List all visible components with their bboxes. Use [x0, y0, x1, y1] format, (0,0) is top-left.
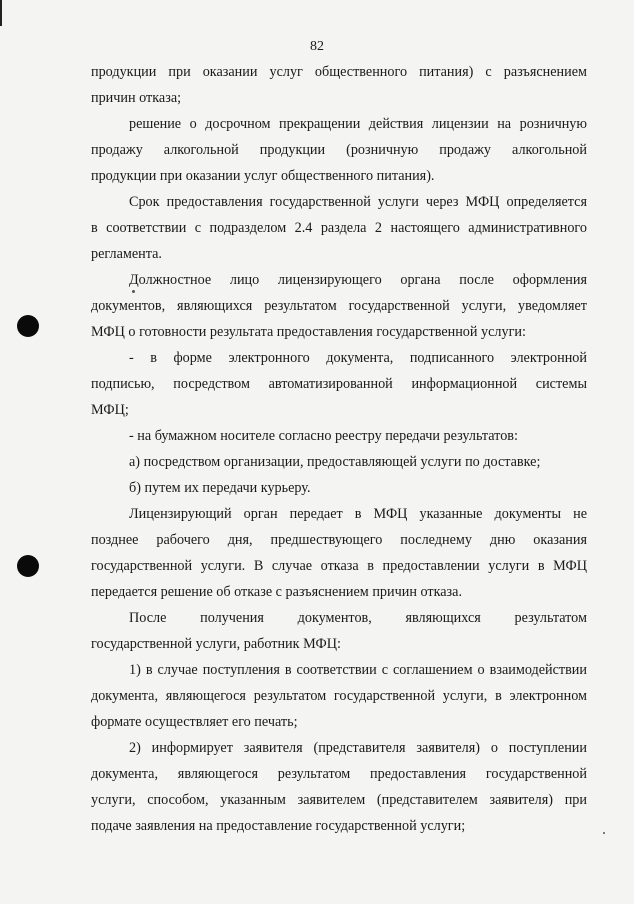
text-line: документов, являющихся результатом государственной услуги, уведомляет	[91, 298, 587, 314]
text-line: Срок предоставления государственной услуги через МФЦ определяется	[129, 194, 587, 210]
text-line: продажу алкогольной продукции (розничную продажу алкогольной	[91, 142, 587, 158]
text-line: 1) в случае поступления в соответствии с соглашением о взаимодействии	[129, 662, 587, 678]
punch-hole-bottom	[17, 555, 39, 577]
text-line: После получения документов, являющихся результатом	[129, 610, 587, 626]
text-line: Лицензирующий орган передает в МФЦ указанные документы не	[129, 506, 587, 522]
text-line: формате осуществляет его печать;	[91, 714, 298, 730]
text-line: решение о досрочном прекращении действия лицензии на розничную	[129, 116, 587, 132]
text-line: передается решение об отказе с разъяснением причин отказа.	[91, 584, 463, 600]
text-line: - в форме электронного документа, подписанного электронной	[129, 350, 587, 366]
text-line: 2) информирует заявителя (представителя заявителя) о поступлении	[129, 740, 587, 756]
text-line: подаче заявления на предоставление государственной услуги;	[91, 818, 466, 834]
text-line: а) посредством организации, предоставляющей услуги по доставке;	[129, 454, 541, 470]
text-line: МФЦ;	[91, 402, 129, 418]
text-line: продукции при оказании услуг общественного питания).	[91, 168, 435, 184]
scan-edge-mark	[0, 0, 2, 26]
text-line: подписью, посредством автоматизированной информационной системы	[91, 376, 587, 392]
text-line: государственной услуги. В случае отказа в предоставлении услуги в МФЦ	[91, 558, 587, 574]
text-line: услуги, способом, указанным заявителем (представителем заявителя) при	[91, 792, 587, 808]
text-line: б) путем их передачи курьеру.	[129, 480, 311, 496]
text-line: регламента.	[91, 246, 162, 262]
text-line: МФЦ о готовности результата предоставления государственной услуги:	[91, 324, 526, 340]
text-line: - на бумажном носителе согласно реестру передачи результатов:	[129, 428, 518, 444]
text-line: документа, являющегося результатом государственной услуги, в электронном	[91, 688, 587, 704]
text-line: продукции при оказании услуг общественного питания) с разъяснением	[91, 64, 587, 80]
scan-speck	[603, 832, 605, 834]
text-line: позднее рабочего дня, предшествующего последнему дню оказания	[91, 532, 587, 548]
page-number: 82	[310, 39, 324, 54]
punch-hole-top	[17, 315, 39, 337]
text-line: государственной услуги, работник МФЦ:	[91, 636, 341, 652]
text-line: в соответствии с подразделом 2.4 раздела 2 настоящего административного	[91, 220, 587, 236]
text-line: причин отказа;	[91, 90, 182, 106]
text-line: Должностное лицо лицензирующего органа после оформления	[129, 272, 587, 288]
document-body	[91, 59, 587, 839]
text-line: документа, являющегося результатом предоставления государственной	[91, 766, 587, 782]
